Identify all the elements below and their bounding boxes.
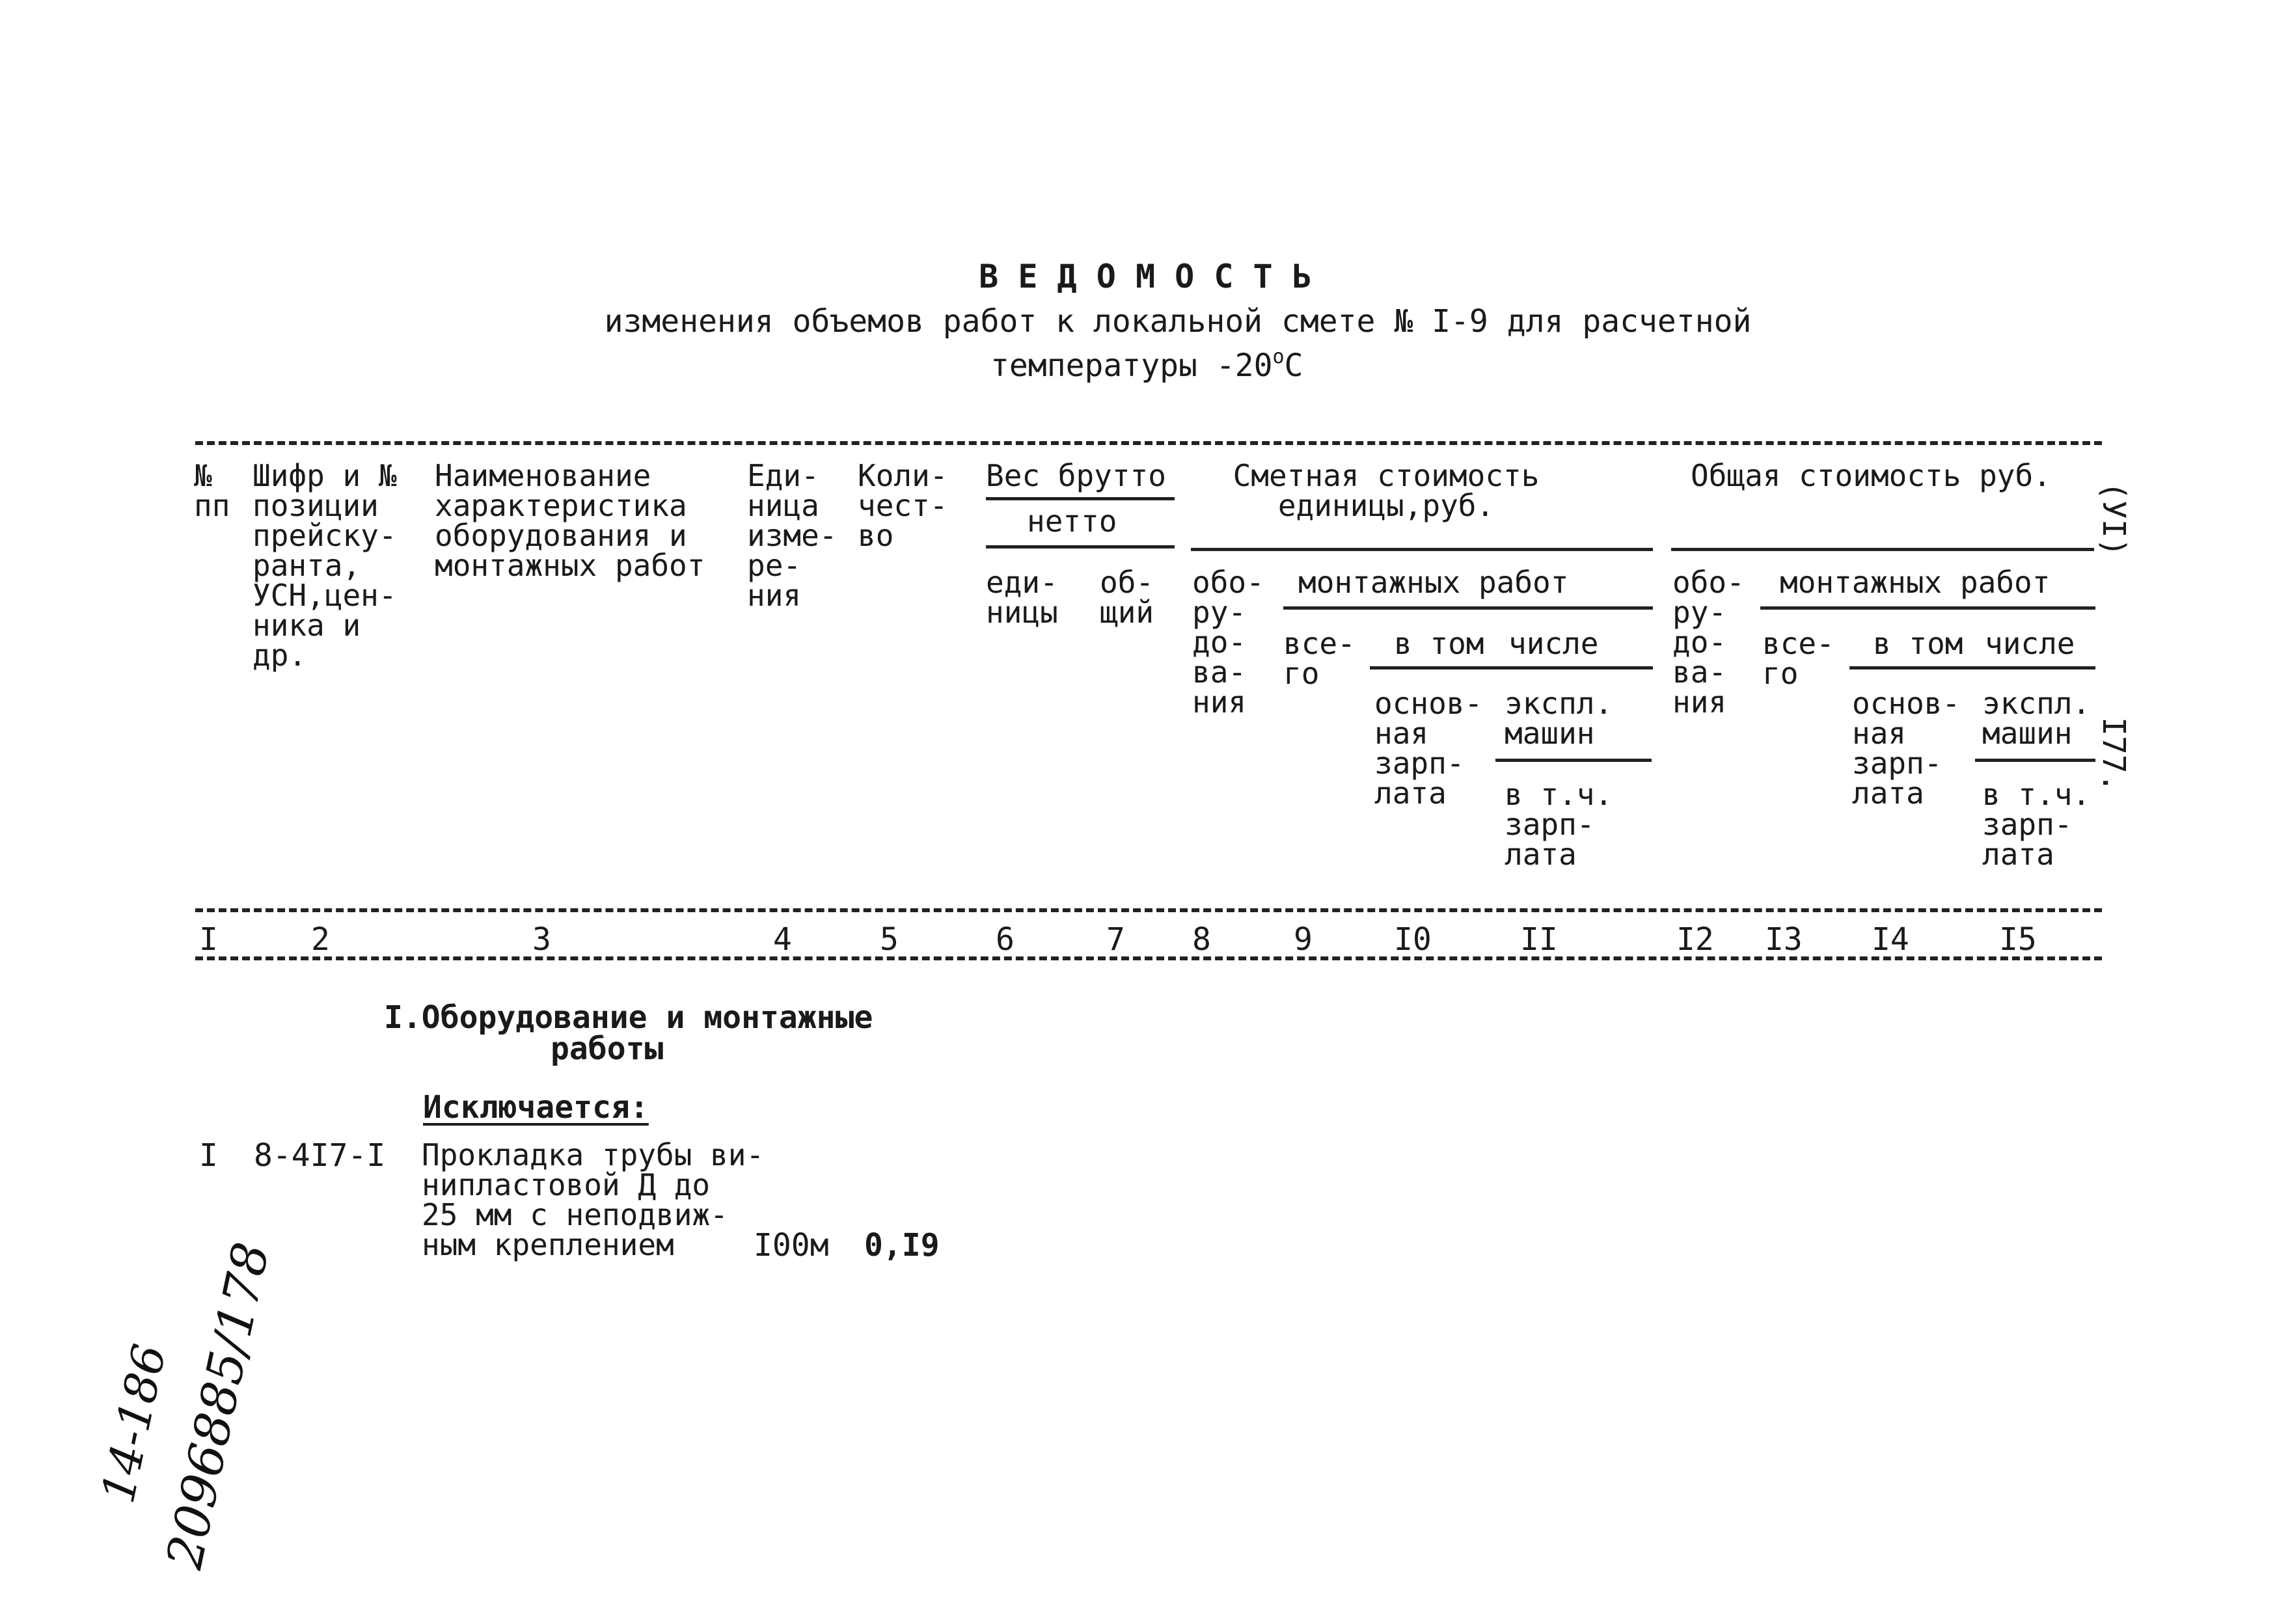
header-unit-base-wage: основ- ная зарп- лата <box>1374 686 1483 811</box>
header-total-cost-rule <box>1671 548 2094 551</box>
header-weight-rule <box>986 497 1175 500</box>
document-subtitle: изменения объемов работ к локальной смете № I-9 для расчетной <box>604 303 1752 340</box>
col-number-12: I2 <box>1676 921 1714 958</box>
header-unit-incl-rule <box>1370 666 1653 670</box>
header-total-machines-rule <box>1975 759 2095 762</box>
header-weight-gross: Вес брутто <box>986 458 1166 493</box>
side-mark-page: I77. <box>2095 717 2132 792</box>
col-number-10: I0 <box>1394 921 1432 958</box>
section-title-cont: работы <box>551 1031 664 1067</box>
header-col-number: № пп <box>194 458 230 523</box>
col-number-6: 6 <box>996 921 1015 958</box>
header-total-incl-rule <box>1849 666 2095 670</box>
row-number: I <box>199 1137 218 1174</box>
header-weight-net: нетто <box>1027 504 1117 539</box>
header-unit-incl-a: в том <box>1394 626 1484 661</box>
col-number-5: 5 <box>880 921 899 958</box>
col-number-3: 3 <box>532 921 551 958</box>
header-total-mounting: монтажных работ <box>1780 565 2051 600</box>
side-mark-top: (УI) <box>2095 481 2132 557</box>
col-number-8: 8 <box>1192 921 1211 958</box>
header-col-quantity: Коли- чест- во <box>858 458 948 553</box>
col-number-7: 7 <box>1106 921 1125 958</box>
handwritten-note-2: 14-186 <box>91 1340 177 1508</box>
col-number-11: II <box>1520 921 1558 958</box>
header-total-base-wage: основ- ная зарп- лата <box>1852 686 1961 811</box>
row-unit: I00м <box>754 1227 829 1264</box>
col-number-15: I5 <box>1999 921 2037 958</box>
header-unit-machines: экспл. машин <box>1505 686 1613 751</box>
col-number-14: I4 <box>1872 921 1909 958</box>
col-numbers-rule <box>195 956 2102 960</box>
header-unit-mounting: монтажных работ <box>1298 565 1569 600</box>
header-col-name: Наименование характеристика оборудования и монтажных работ <box>435 458 705 583</box>
document-subtitle-temperature: температуры -20$^o$C <box>990 345 1303 384</box>
header-unit-incl-b: числе <box>1508 626 1599 661</box>
header-col-weight-total: об- щий <box>1100 565 1154 630</box>
row-quantity: 0,I9 <box>864 1227 940 1264</box>
header-total-mounting-rule <box>1760 606 2095 610</box>
excluded-label: Исключается: <box>423 1089 649 1126</box>
header-unit-total: все- го <box>1283 626 1356 691</box>
header-total-incl-b: числе <box>1985 626 2075 661</box>
header-total-total: все- го <box>1762 626 1834 691</box>
header-unit-mounting-rule <box>1283 606 1653 610</box>
row-name: Прокладка трубы ви- нипластовой Д до 25 мм с неподвиж- ным креплением <box>422 1137 765 1262</box>
header-total-machines: экспл. машин <box>1982 686 2091 751</box>
header-top-rule <box>195 441 2102 445</box>
col-number-2: 2 <box>311 921 330 958</box>
col-number-4: 4 <box>773 921 792 958</box>
header-col-code: Шифр и № позиции прейску- ранта, УСН,цен- ника и др. <box>252 458 397 673</box>
header-total-cost: Общая стоимость руб. <box>1691 458 2051 493</box>
handwritten-note-1: 2096885/178 <box>155 1237 280 1574</box>
col-number-9: 9 <box>1294 921 1313 958</box>
header-unit-cost-rule <box>1191 548 1653 551</box>
section-title: I.Оборудование и монтажные <box>384 999 873 1036</box>
header-unit-machines-wage: в т.ч. зарп- лата <box>1505 777 1613 872</box>
header-bottom-rule <box>195 908 2102 912</box>
header-total-machines-wage: в т.ч. зарп- лата <box>1982 777 2091 872</box>
header-unit-equipment: обо- ру- до- ва- ния <box>1192 565 1264 720</box>
header-weight-rule-2 <box>986 545 1175 548</box>
col-number-1: I <box>199 921 218 958</box>
header-unit-machines-rule <box>1495 759 1652 762</box>
document-title: В Е Д О М О С Т Ь <box>979 258 1312 295</box>
row-code: 8-4I7-I <box>254 1137 386 1174</box>
col-number-13: I3 <box>1765 921 1803 958</box>
header-total-equipment: обо- ру- до- ва- ния <box>1672 565 1745 720</box>
header-total-incl-a: в том <box>1873 626 1963 661</box>
header-unit-cost: Сметная стоимость единицы,руб. <box>1233 458 1540 523</box>
header-col-unit: Еди- ница изме- ре- ния <box>747 458 838 613</box>
header-col-weight-unit: еди- ницы <box>986 565 1058 630</box>
